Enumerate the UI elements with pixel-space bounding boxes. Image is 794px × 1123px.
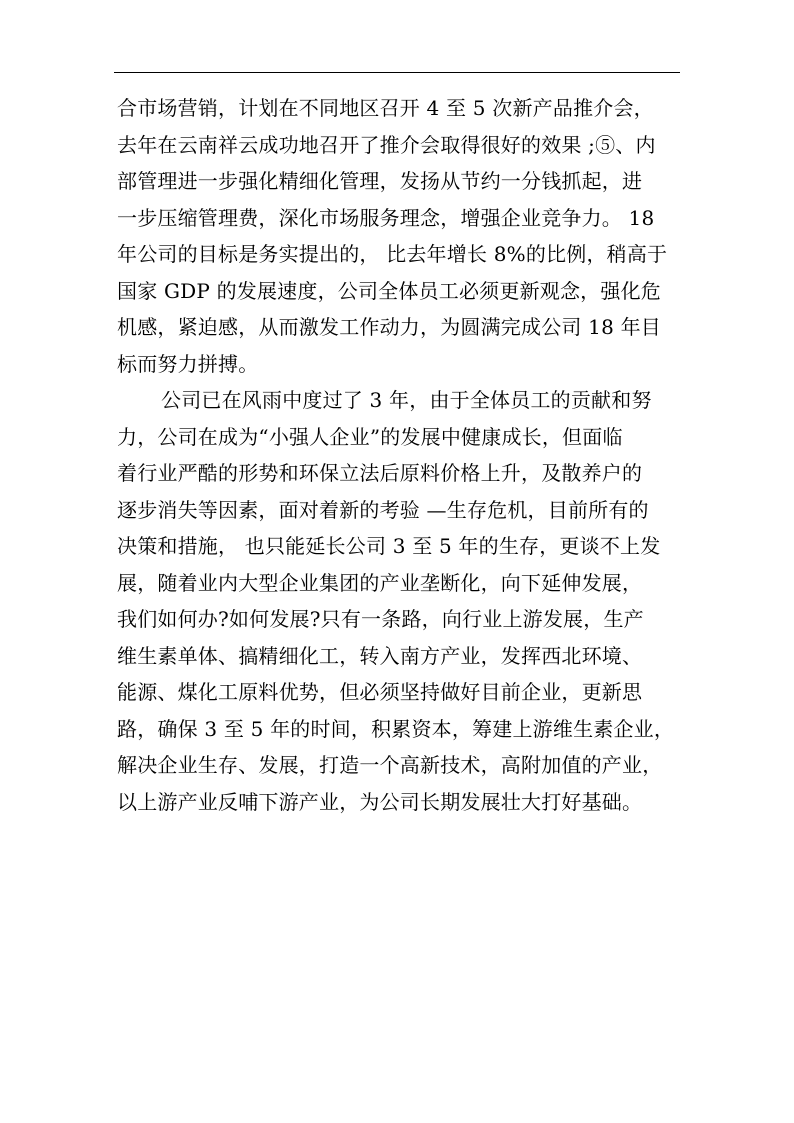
text-line: 我们如何办?如何发展?只有一条路，向行业上游发展，生产 bbox=[117, 607, 644, 631]
text-line: 年公司的目标是务实提出的， 比去年增长 8%的比例，稍高于 bbox=[117, 242, 668, 266]
text-line: 去年在云南祥云成功地召开了推介会取得很好的效果 ;⑤、内 bbox=[117, 132, 656, 157]
text-line: 能源、煤化工原料优势，但必须坚持做好目前企业，更新思 bbox=[117, 680, 643, 704]
body-text bbox=[117, 90, 683, 820]
text-line: 展，随着业内大型企业集团的产业垄断化，向下延伸发展， bbox=[117, 570, 643, 595]
text-line: 国家 GDP 的发展速度，公司全体员工必须更新观念，强化危 bbox=[117, 278, 661, 303]
text-line: 标而努力拼搏。 bbox=[117, 351, 259, 376]
text-line: 合市场营销，计划在不同地区召开 4 至 5 次新产品推介会， bbox=[117, 96, 654, 120]
text-line: 解决企业生存、发展，打造一个高新技术，高附加值的产业， bbox=[117, 753, 663, 777]
text-line: 逐步消失等因素，面对着新的考验 —生存危机，目前所有的 bbox=[117, 497, 649, 522]
text-line: 路，确保 3 至 5 年的时间，积累资本，筹建上游维生素企业， bbox=[117, 716, 675, 741]
text-line: 力，公司在成为“小强人企业”的发展中健康成长，但面临 bbox=[117, 424, 623, 449]
text-line: 机感，紧迫感，从而激发工作动力，为圆满完成公司 18 年目 bbox=[117, 315, 661, 339]
text-line: 一步压缩管理费，深化市场服务理念，增强企业竞争力。 18 bbox=[117, 205, 655, 230]
text-line: 着行业严酷的形势和环保立法后原料价格上升，及散养户的 bbox=[117, 461, 643, 485]
paragraph-first-line: 公司已在风雨中度过了 3 年，由于全体员工的贡献和努 bbox=[161, 388, 652, 412]
text-line: 决策和措施， 也只能延长公司 3 至 5 年的生存，更谈不上发 bbox=[117, 534, 661, 558]
text-line: 维生素单体、搞精细化工，转入南方产业，发挥西北环境、 bbox=[117, 643, 643, 668]
header-rule bbox=[114, 72, 680, 73]
text-line: 部管理进一步强化精细化管理，发扬从节约一分钱抓起，进 bbox=[117, 169, 643, 193]
text-line: 以上游产业反哺下游产业，为公司长期发展壮大打好基础。 bbox=[117, 789, 643, 814]
